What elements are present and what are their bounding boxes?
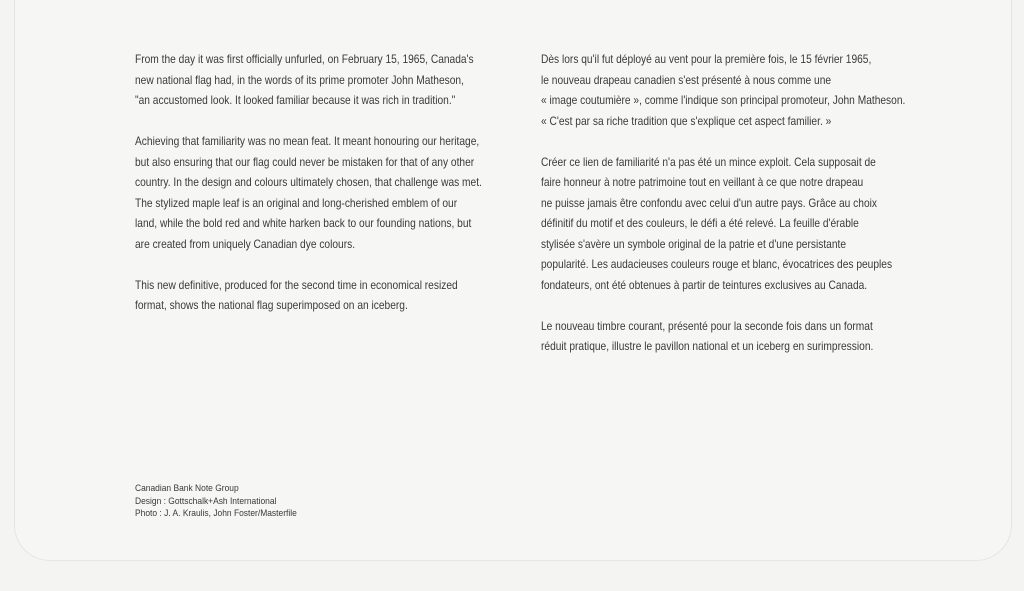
english-paragraph-2: [135, 132, 498, 255]
text-line: format, shows the national flag superimposed on an iceberg.: [135, 299, 408, 312]
text-line: land, while the bold red and white harken back to our founding nations, but: [135, 217, 472, 230]
credits-block: [135, 482, 297, 520]
english-text-column: [135, 50, 498, 337]
text-line: « C'est par sa riche tradition que s'explique cet aspect familier. »: [541, 114, 832, 128]
photo-credit: Photo : J. A. Kraulis, John Foster/Masterfile: [135, 507, 297, 518]
french-paragraph-2: [541, 153, 904, 297]
french-paragraph-3: [541, 317, 904, 358]
text-line: ne puisse jamais être confondu avec celui d'un autre pays. Grâce au choix: [541, 196, 877, 210]
text-line: définitif du motif et des couleurs, le défi a été relevé. La feuille d'érable: [541, 217, 859, 230]
french-paragraph-1: [541, 50, 904, 132]
text-line: fondateurs, ont été obtenues à partir de teintures exclusives au Canada.: [541, 278, 868, 292]
english-paragraph-1: [135, 50, 498, 112]
text-line: "an accustomed look. It looked familiar because it was rich in tradition.": [135, 94, 456, 107]
text-line: réduit pratique, illustre le pavillon national et un iceberg en surimpression.: [541, 340, 874, 353]
text-line: The stylized maple leaf is an original and long-cherished emblem of our: [135, 196, 458, 210]
design-credit: Design : Gottschalk+Ash International: [135, 494, 277, 506]
text-line: From the day it was first officially unfurled, on February 15, 1965, Canada's: [135, 53, 474, 66]
text-line: stylisée s'avère un symbole original de la patrie et d'une persistante: [541, 237, 847, 251]
french-text-column: [541, 50, 904, 378]
text-line: Le nouveau timbre courant, présenté pour la seconde fois dans un format: [541, 319, 873, 333]
text-line: faire honneur à notre patrimoine tout en veillant à ce que notre drapeau: [541, 176, 864, 189]
text-line: new national flag had, in the words of its prime promoter John Matheson,: [135, 73, 464, 87]
text-line: le nouveau drapeau canadien s'est présenté à nous comme une: [541, 73, 832, 87]
text-line: Dès lors qu'il fut déployé au vent pour la première fois, le 15 février 1965,: [541, 53, 872, 66]
text-line: popularité. Les audacieuses couleurs rouge et blanc, évocatrices des peuples: [541, 258, 893, 271]
printer-credit: Canadian Bank Note Group: [135, 482, 239, 493]
text-line: Créer ce lien de familiarité n'a pas été un mince exploit. Cela supposait de: [541, 155, 876, 169]
text-line: « image coutumière », comme l'indique son principal promoteur, John Matheson.: [541, 94, 906, 107]
text-line: This new definitive, produced for the second time in economical resized: [135, 278, 458, 292]
text-line: but also ensuring that our flag could never be mistaken for that of any other: [135, 155, 475, 169]
text-line: country. In the design and colours ultimately chosen, that challenge was met.: [135, 176, 482, 189]
text-line: are created from uniquely Canadian dye colours.: [135, 237, 356, 251]
text-line: Achieving that familiarity was no mean feat. It meant honouring our heritage,: [135, 135, 480, 148]
english-paragraph-3: [135, 276, 498, 317]
